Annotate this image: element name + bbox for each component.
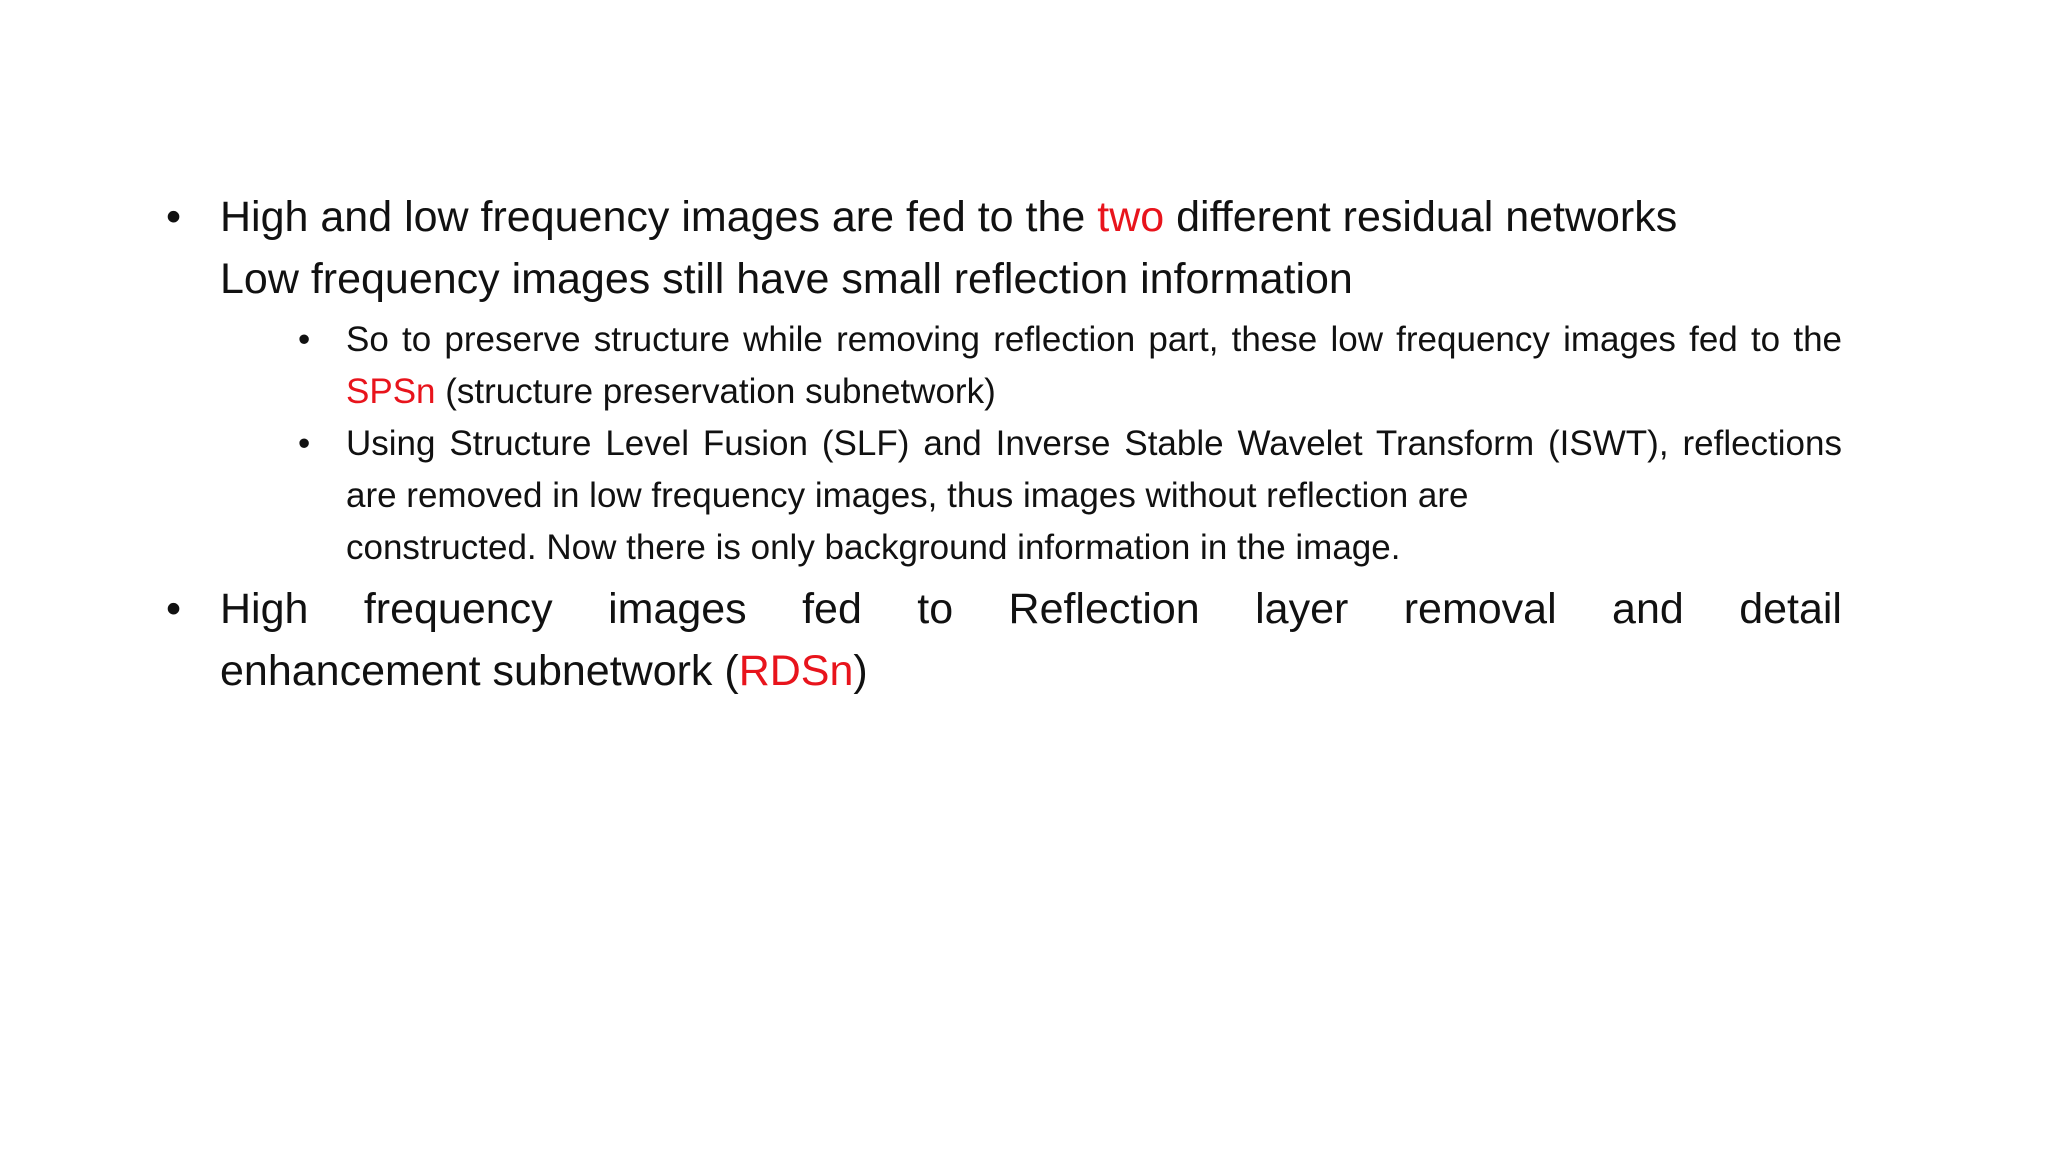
sub-bullet-slf-iswt <box>298 418 1842 574</box>
sub-bullet-spsn <box>298 314 1842 418</box>
highlight-two: two <box>1097 193 1165 241</box>
highlight-spsn: SPSn <box>346 372 436 411</box>
bullet-residual-networks <box>166 186 1842 574</box>
bullet-line <box>220 186 1842 248</box>
bullet-line <box>220 640 1842 702</box>
text-span: High and low frequency images are fed to the <box>220 193 1098 241</box>
text-span: different residual networks <box>1164 193 1678 241</box>
text-span: Using Structure Level Fusion (SLF) and Inverse Stable Wavelet Transform (ISWT), reflections are removed in low frequency images, thus images without reflection are <box>346 424 1842 515</box>
slide-content <box>166 186 1842 702</box>
text-span: (structure preservation subnetwork) <box>435 372 996 411</box>
text-span: constructed. Now there is only background information in the image. <box>346 528 1401 567</box>
text-span: ) <box>853 647 868 695</box>
bullet-high-frequency <box>166 578 1842 702</box>
text-span: So to preserve structure while removing reflection part, these low frequency images fed to the <box>346 320 1842 359</box>
bullet-line: • High frequency images fed to Reflection layer removal and detail <box>220 585 1842 633</box>
text-span: enhancement subnetwork ( <box>220 647 739 695</box>
sub-bullet-list <box>298 314 1842 574</box>
bullet-line: Low frequency images still have small reflection information <box>220 255 1353 303</box>
highlight-rdsn: RDSn <box>738 647 854 695</box>
